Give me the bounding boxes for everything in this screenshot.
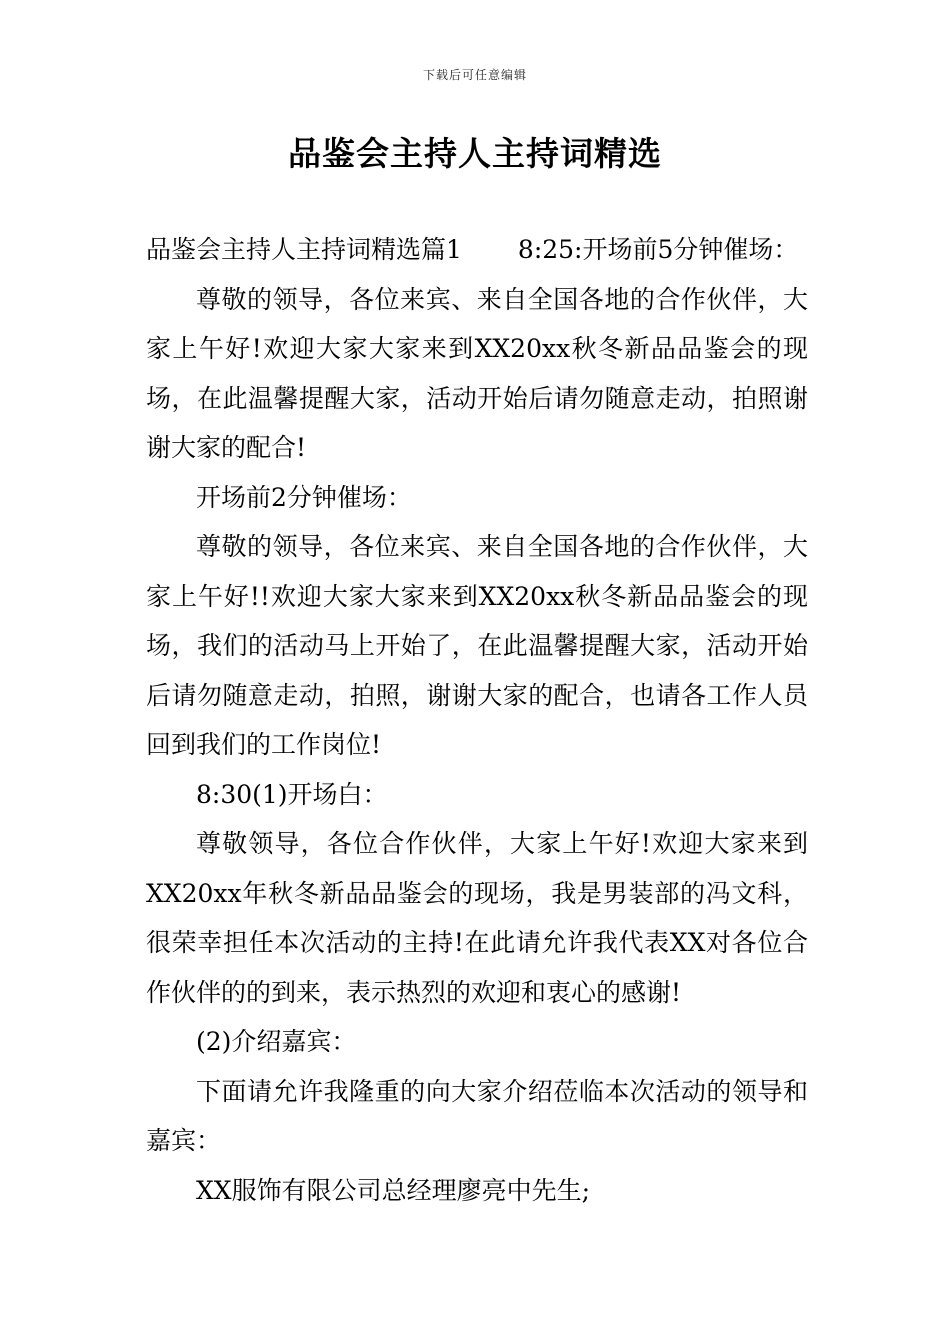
header-note: 下载后可任意编辑 bbox=[422, 68, 527, 82]
paragraph: 尊敬的领导，各位来宾、来自全国各地的合作伙伴，大家上午好!!欢迎大家大家来到XX20xx秋冬新品品鉴会的现场，我们的活动马上开始了，在此温馨提醒大家，活动开始后请勿随意走动，拍照，谢谢大家的配合，也请各工作人员回到我们的工作岗位! bbox=[146, 532, 808, 759]
paragraph: 下面请允许我隆重的向大家介绍莅临本次活动的领导和嘉宾： bbox=[146, 1076, 808, 1155]
section-heading-line bbox=[146, 225, 808, 275]
paragraph: 尊敬领导，各位合作伙伴，大家上午好!欢迎大家来到XX20xx年秋冬新品品鉴会的现场，我是男装部的冯文科，很荣幸担任本次活动的主持!在此请允许我代表XX对各位合作伙伴的的到来，表示热烈的欢迎和衷心的感谢! bbox=[146, 829, 808, 1007]
paragraph: (2)介绍嘉宾： bbox=[196, 1027, 357, 1056]
paragraph: 8:30(1)开场白： bbox=[196, 779, 388, 809]
paragraph: 开场前2分钟催场： bbox=[196, 482, 412, 512]
paragraph: XX服饰有限公司总经理廖亮中先生; bbox=[196, 1175, 591, 1205]
document-title: 品鉴会主持人主持词精选 bbox=[288, 134, 662, 173]
document-body bbox=[146, 225, 808, 1215]
section-heading: 品鉴会主持人主持词精选篇1 bbox=[146, 235, 462, 264]
paragraph: 尊敬的领导，各位来宾、来自全国各地的合作伙伴，大家上午好!欢迎大家大家来到XX20xx秋冬新品品鉴会的现场，在此温馨提醒大家，活动开始后请勿随意走动，拍照谢谢大家的配合! bbox=[146, 284, 808, 462]
schedule-item-825: 8:25:开场前5分钟催场： bbox=[517, 235, 799, 264]
